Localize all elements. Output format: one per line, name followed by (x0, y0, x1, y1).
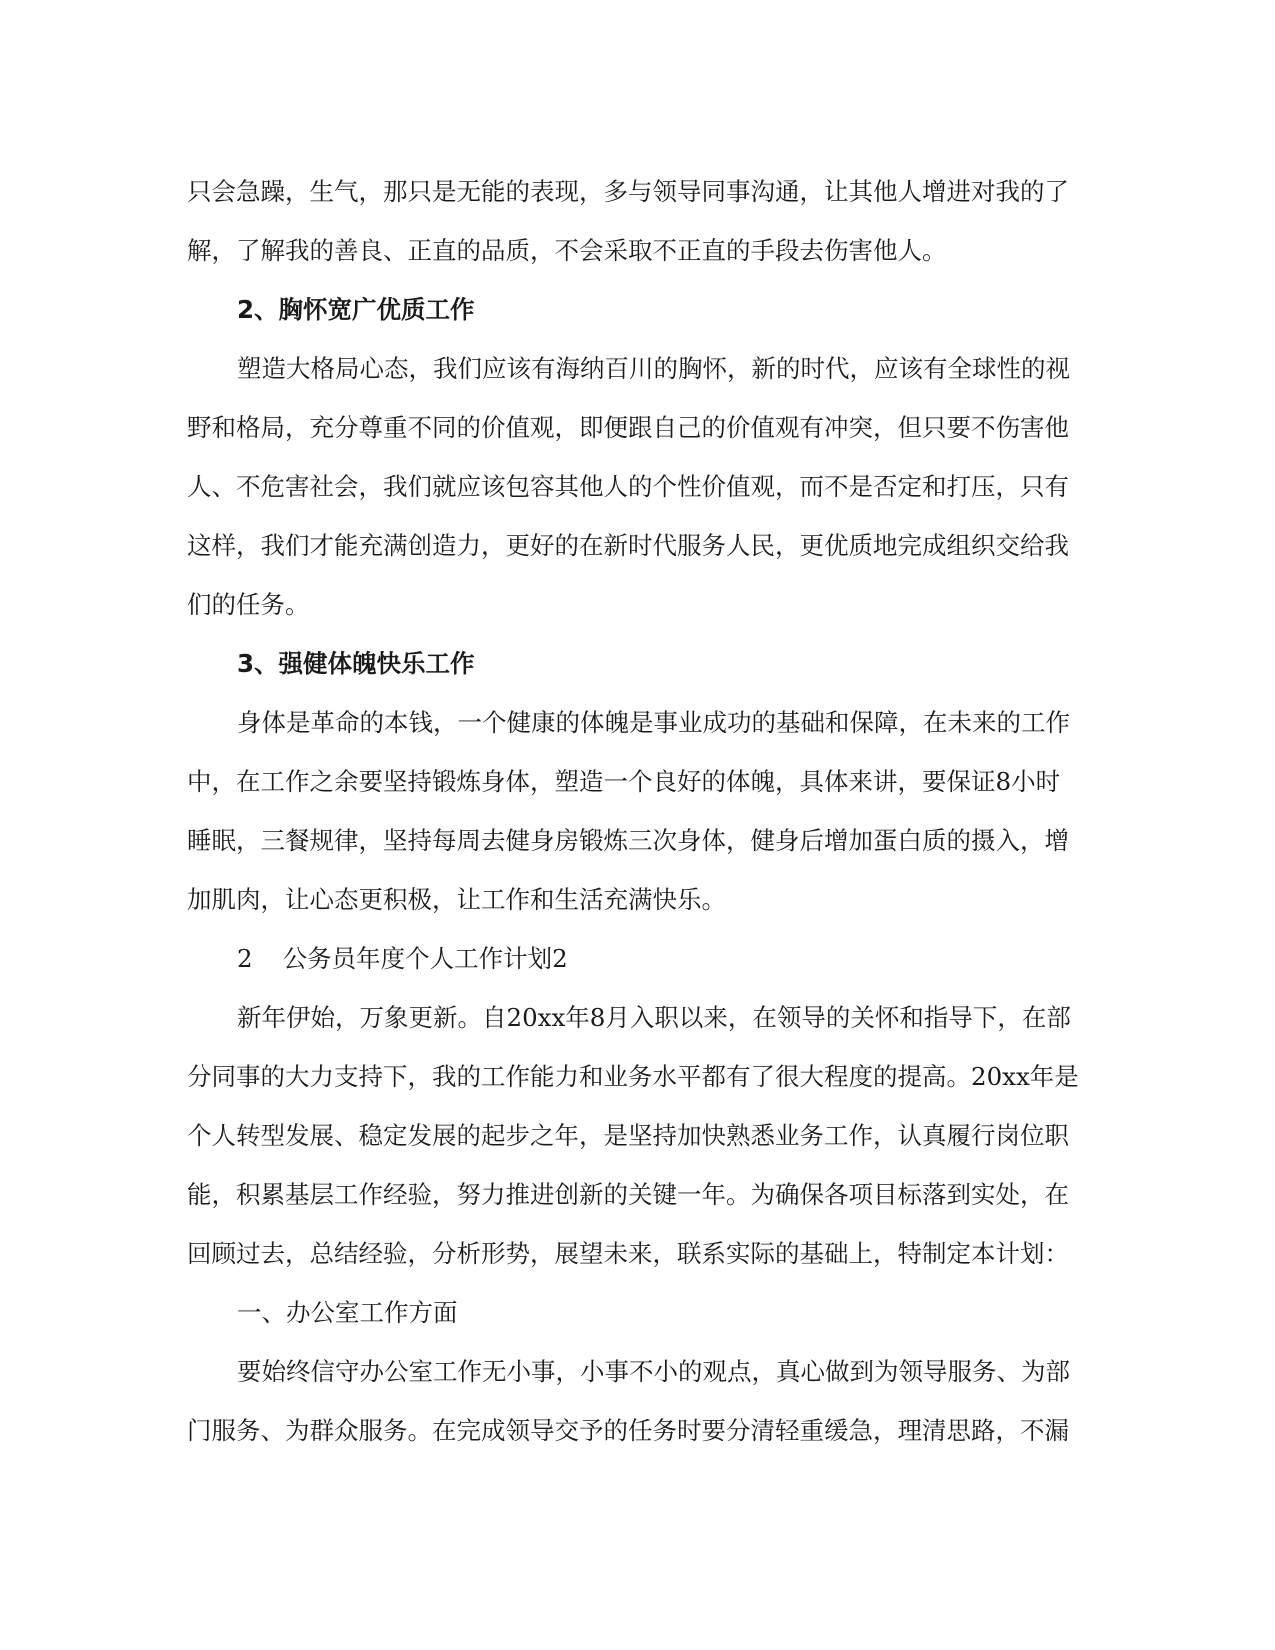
paragraph-line: 们的任务。 (187, 590, 310, 619)
section-heading-3: 3、强健体魄快乐工作 (237, 649, 475, 678)
paragraph-line: 解，了解我的善良、正直的品质，不会采取不正直的手段去伤害他人。 (187, 236, 947, 265)
document-section-title (187, 929, 1087, 988)
paragraph-line: 野和格局，充分尊重不同的价值观，即便跟自己的价值观有冲突，但只要不伤害他 (187, 413, 1069, 442)
paragraph-line: 中，在工作之余要坚持锻炼身体，塑造一个良好的体魄，具体来讲，要保证8小时 (187, 767, 1061, 796)
office-work-heading: 一、办公室工作方面 (237, 1298, 458, 1327)
paragraph-line: 能，积累基层工作经验，努力推进创新的关键一年。为确保各项目标落到实处，在 (187, 1180, 1069, 1209)
paragraph-line: 人、不危害社会，我们就应该包容其他人的个性价值观，而不是否定和打压，只有 (187, 472, 1069, 501)
document-page (187, 162, 1087, 1460)
paragraph-line: 睡眠，三餐规律，坚持每周去健身房锻炼三次身体，健身后增加蛋白质的摄入，增 (187, 826, 1069, 855)
paragraph-line: 只会急躁，生气，那只是无能的表现，多与领导同事沟通，让其他人增进对我的了 (187, 177, 1069, 206)
paragraph-line: 个人转型发展、稳定发展的起步之年，是坚持加快熟悉业务工作，认真履行岗位职 (187, 1121, 1069, 1150)
paragraph-line: 这样，我们才能充满创造力，更好的在新时代服务人民，更优质地完成组织交给我 (187, 531, 1069, 560)
section-heading-2: 2、胸怀宽广优质工作 (237, 295, 475, 324)
paragraph-line: 回顾过去，总结经验，分析形势，展望未来，联系实际的基础上，特制定本计划： (187, 1239, 1069, 1268)
section-title: 公务员年度个人工作计划2 (282, 944, 568, 973)
paragraph-line: 分同事的大力支持下，我的工作能力和业务水平都有了很大程度的提高。20xx年是 (187, 1062, 1079, 1091)
section-number: 2 (237, 944, 253, 973)
paragraph-line: 新年伊始，万象更新。自20xx年8月入职以来，在领导的关怀和指导下，在部 (237, 1003, 1071, 1032)
paragraph-line: 身体是革命的本钱，一个健康的体魄是事业成功的基础和保障，在未来的工作 (237, 708, 1070, 737)
paragraph-line: 塑造大格局心态，我们应该有海纳百川的胸怀，新的时代，应该有全球性的视 (237, 354, 1070, 383)
paragraph-line: 门服务、为群众服务。在完成领导交予的任务时要分清轻重缓急，理清思路，不漏 (187, 1416, 1069, 1445)
paragraph-line: 加肌肉，让心态更积极，让工作和生活充满快乐。 (187, 885, 726, 914)
paragraph-line: 要始终信守办公室工作无小事，小事不小的观点，真心做到为领导服务、为部 (237, 1357, 1070, 1386)
